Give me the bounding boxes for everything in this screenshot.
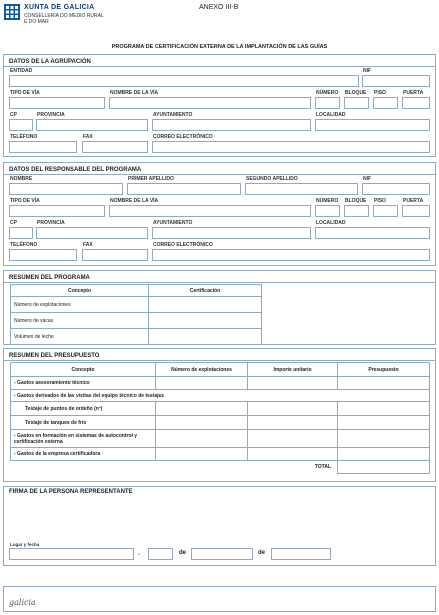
cell[interactable] — [338, 430, 430, 448]
certificacion-cell[interactable] — [149, 329, 262, 345]
localidad-field[interactable] — [315, 119, 430, 131]
cell[interactable] — [248, 377, 338, 390]
lugar-field[interactable] — [9, 548, 134, 560]
label-puerta-resp: PUERTA — [403, 198, 424, 204]
col-certificacion: Certificación — [149, 285, 262, 297]
correo-resp-field[interactable] — [152, 249, 430, 261]
label-piso: PISO — [374, 90, 386, 96]
correo-field[interactable] — [152, 141, 430, 153]
entidad-field[interactable] — [9, 75, 359, 87]
row-label: Testaje de puntos de ordeño (nº) — [11, 402, 156, 416]
mes-field[interactable] — [191, 548, 253, 560]
cp-field[interactable] — [9, 119, 33, 131]
cp-resp-field[interactable] — [9, 227, 33, 239]
dept-line-1: CONSELLERÍA DO MEDIO RURAL — [24, 13, 104, 19]
numero-field[interactable] — [315, 97, 340, 109]
nombre-field[interactable] — [9, 183, 123, 195]
cell[interactable] — [156, 377, 248, 390]
fax-field[interactable] — [82, 141, 148, 153]
cell[interactable] — [156, 416, 248, 430]
comma-separator: , — [138, 549, 140, 556]
cell[interactable] — [338, 448, 430, 461]
label-fax-resp: FAX — [83, 242, 93, 248]
label-tipo-via: TIPO DE VÍA — [10, 90, 40, 96]
cell[interactable] — [248, 402, 338, 416]
tipo-via-field[interactable] — [9, 97, 105, 109]
nif-field[interactable] — [362, 75, 430, 87]
label-segundo-apellido: SEGUNDO APELLIDO — [246, 176, 298, 182]
ayuntamiento-field[interactable] — [152, 119, 311, 131]
label-nombre-via-resp: NOMBRE DE LA VÍA — [110, 198, 159, 204]
tipo-via-resp-field[interactable] — [9, 205, 105, 217]
piso-field[interactable] — [373, 97, 398, 109]
de-label-1: de — [179, 550, 187, 556]
provincia-resp-field[interactable] — [36, 227, 148, 239]
fax-resp-field[interactable] — [82, 249, 148, 261]
nif-resp-field[interactable] — [362, 183, 430, 195]
label-lugar-fecha: Lugar y fecha — [10, 542, 40, 547]
numero-resp-field[interactable] — [315, 205, 340, 217]
dept-line-2: E DO MAR — [24, 19, 49, 25]
telefono-resp-field[interactable] — [9, 249, 77, 261]
piso-resp-field[interactable] — [373, 205, 398, 217]
localidad-resp-field[interactable] — [315, 227, 430, 239]
label-nif-resp: NIF — [363, 176, 372, 182]
puerta-resp-field[interactable] — [402, 205, 430, 217]
certificacion-cell[interactable] — [149, 313, 262, 329]
cell[interactable] — [248, 448, 338, 461]
label-telefono-resp: TELÉFONO — [10, 242, 38, 248]
label-bloque-resp: BLOQUE — [345, 198, 367, 204]
label-fax: FAX — [83, 134, 93, 140]
section-firma-title: FIRMA DE LA PERSONA REPRESENTANTE — [9, 489, 133, 495]
col-concepto: Concepto — [11, 363, 156, 377]
total-cell[interactable] — [338, 461, 430, 474]
cell[interactable] — [156, 430, 248, 448]
row-label: Volumen de leche — [11, 329, 149, 345]
telefono-field[interactable] — [9, 141, 77, 153]
label-cp-resp: CP — [10, 220, 17, 226]
label-provincia: PROVINCIA — [37, 112, 65, 118]
col-concepto: Concepto — [11, 285, 149, 297]
bloque-field[interactable] — [344, 97, 369, 109]
label-provincia-resp: PROVINCIA — [37, 220, 65, 226]
puerta-field[interactable] — [402, 97, 430, 109]
total-text: TOTAL — [314, 464, 331, 471]
label-entidad: ENTIDAD — [10, 68, 33, 74]
nombre-via-field[interactable] — [109, 97, 311, 109]
galicia-logo-text: galicia — [9, 598, 36, 607]
section-responsable-title: DATOS DEL RESPONSABLE DEL PROGRAMA — [4, 163, 435, 175]
label-nif: NIF — [363, 68, 372, 74]
row-label: - Gastos en formación en sistemas de autocontrol y certificación externa — [11, 430, 156, 448]
section-agrupacion-title: DATOS DE LA AGRUPACIÓN — [4, 55, 435, 67]
ayuntamiento-resp-field[interactable] — [152, 227, 311, 239]
label-piso-resp: PISO — [374, 198, 386, 204]
primer-apellido-field[interactable] — [127, 183, 241, 195]
label-bloque: BLOQUE — [345, 90, 367, 96]
nombre-via-resp-field[interactable] — [109, 205, 311, 217]
label-telefono: TELÉFONO — [10, 134, 38, 140]
certificacion-cell[interactable] — [149, 297, 262, 313]
resumen-programa-table — [10, 284, 262, 345]
label-ayuntamiento-resp: AYUNTAMIENTO — [153, 220, 193, 226]
label-localidad-resp: LOCALIDAD — [316, 220, 346, 226]
row-label: - Gastos asesoramiento técnico — [11, 377, 156, 390]
col-numero-explotaciones: Número de explotaciones — [156, 363, 248, 377]
provincia-field[interactable] — [36, 119, 148, 131]
footer-bar — [3, 586, 436, 612]
cell[interactable] — [338, 377, 430, 390]
label-ayuntamiento: AYUNTAMIENTO — [153, 112, 193, 118]
cell[interactable] — [156, 448, 248, 461]
row-label-span: - Gastos derivados de las visitas del equipo técnico de testajes — [11, 390, 430, 402]
row-label: - Gastos de la empresa certificadora — [11, 448, 156, 461]
label-correo: CORREO ELECTRÓNICO — [153, 134, 213, 140]
cell[interactable] — [338, 416, 430, 430]
section-resumen-presupuesto-title: RESUMEN DEL PRESUPUESTO — [4, 349, 435, 361]
label-localidad: LOCALIDAD — [316, 112, 346, 118]
anio-field[interactable] — [271, 548, 331, 560]
dia-field[interactable] — [148, 548, 173, 560]
annex-label: ANEXO III-B — [199, 4, 239, 11]
label-nombre: NOMBRE — [10, 176, 33, 182]
cell[interactable] — [156, 402, 248, 416]
cell[interactable] — [248, 430, 338, 448]
label-tipo-via-resp: TIPO DE VÍA — [10, 198, 40, 204]
page-title: PROGRAMA DE CERTIFICACIÓN EXTERNA DE LA IMPLANTACIÓN DE LAS GUÍAS — [111, 44, 328, 50]
xunta-emblem-icon — [4, 4, 20, 20]
cell[interactable] — [248, 416, 338, 430]
col-importe-unitario: Importe unitario — [248, 363, 338, 377]
total-label — [11, 461, 338, 474]
col-presupuesto: Presupuesto — [338, 363, 430, 377]
label-numero-resp: NÚMERO — [316, 198, 339, 204]
label-cp: CP — [10, 112, 17, 118]
label-correo-resp: CORREO ELECTRÓNICO — [153, 242, 213, 248]
xunta-logo — [4, 4, 20, 20]
row-label: Testaje de tanques de frío — [11, 416, 156, 430]
segundo-apellido-field[interactable] — [245, 183, 358, 195]
de-label-2: de — [258, 550, 266, 556]
presupuesto-table — [10, 362, 430, 474]
label-nombre-via: NOMBRE DE LA VÍA — [110, 90, 159, 96]
bloque-resp-field[interactable] — [344, 205, 369, 217]
label-puerta: PUERTA — [403, 90, 424, 96]
galicia-logo — [9, 592, 36, 610]
section-resumen-programa-title: RESUMEN DEL PROGRAMA — [4, 271, 435, 283]
label-numero: NÚMERO — [316, 90, 339, 96]
row-label: Número de vacas — [11, 313, 149, 329]
row-label: Número de explotaciones — [11, 297, 149, 313]
org-name: XUNTA DE GALICIA — [24, 4, 95, 11]
label-primer-apellido: PRIMER APELLIDO — [128, 176, 174, 182]
cell[interactable] — [338, 402, 430, 416]
